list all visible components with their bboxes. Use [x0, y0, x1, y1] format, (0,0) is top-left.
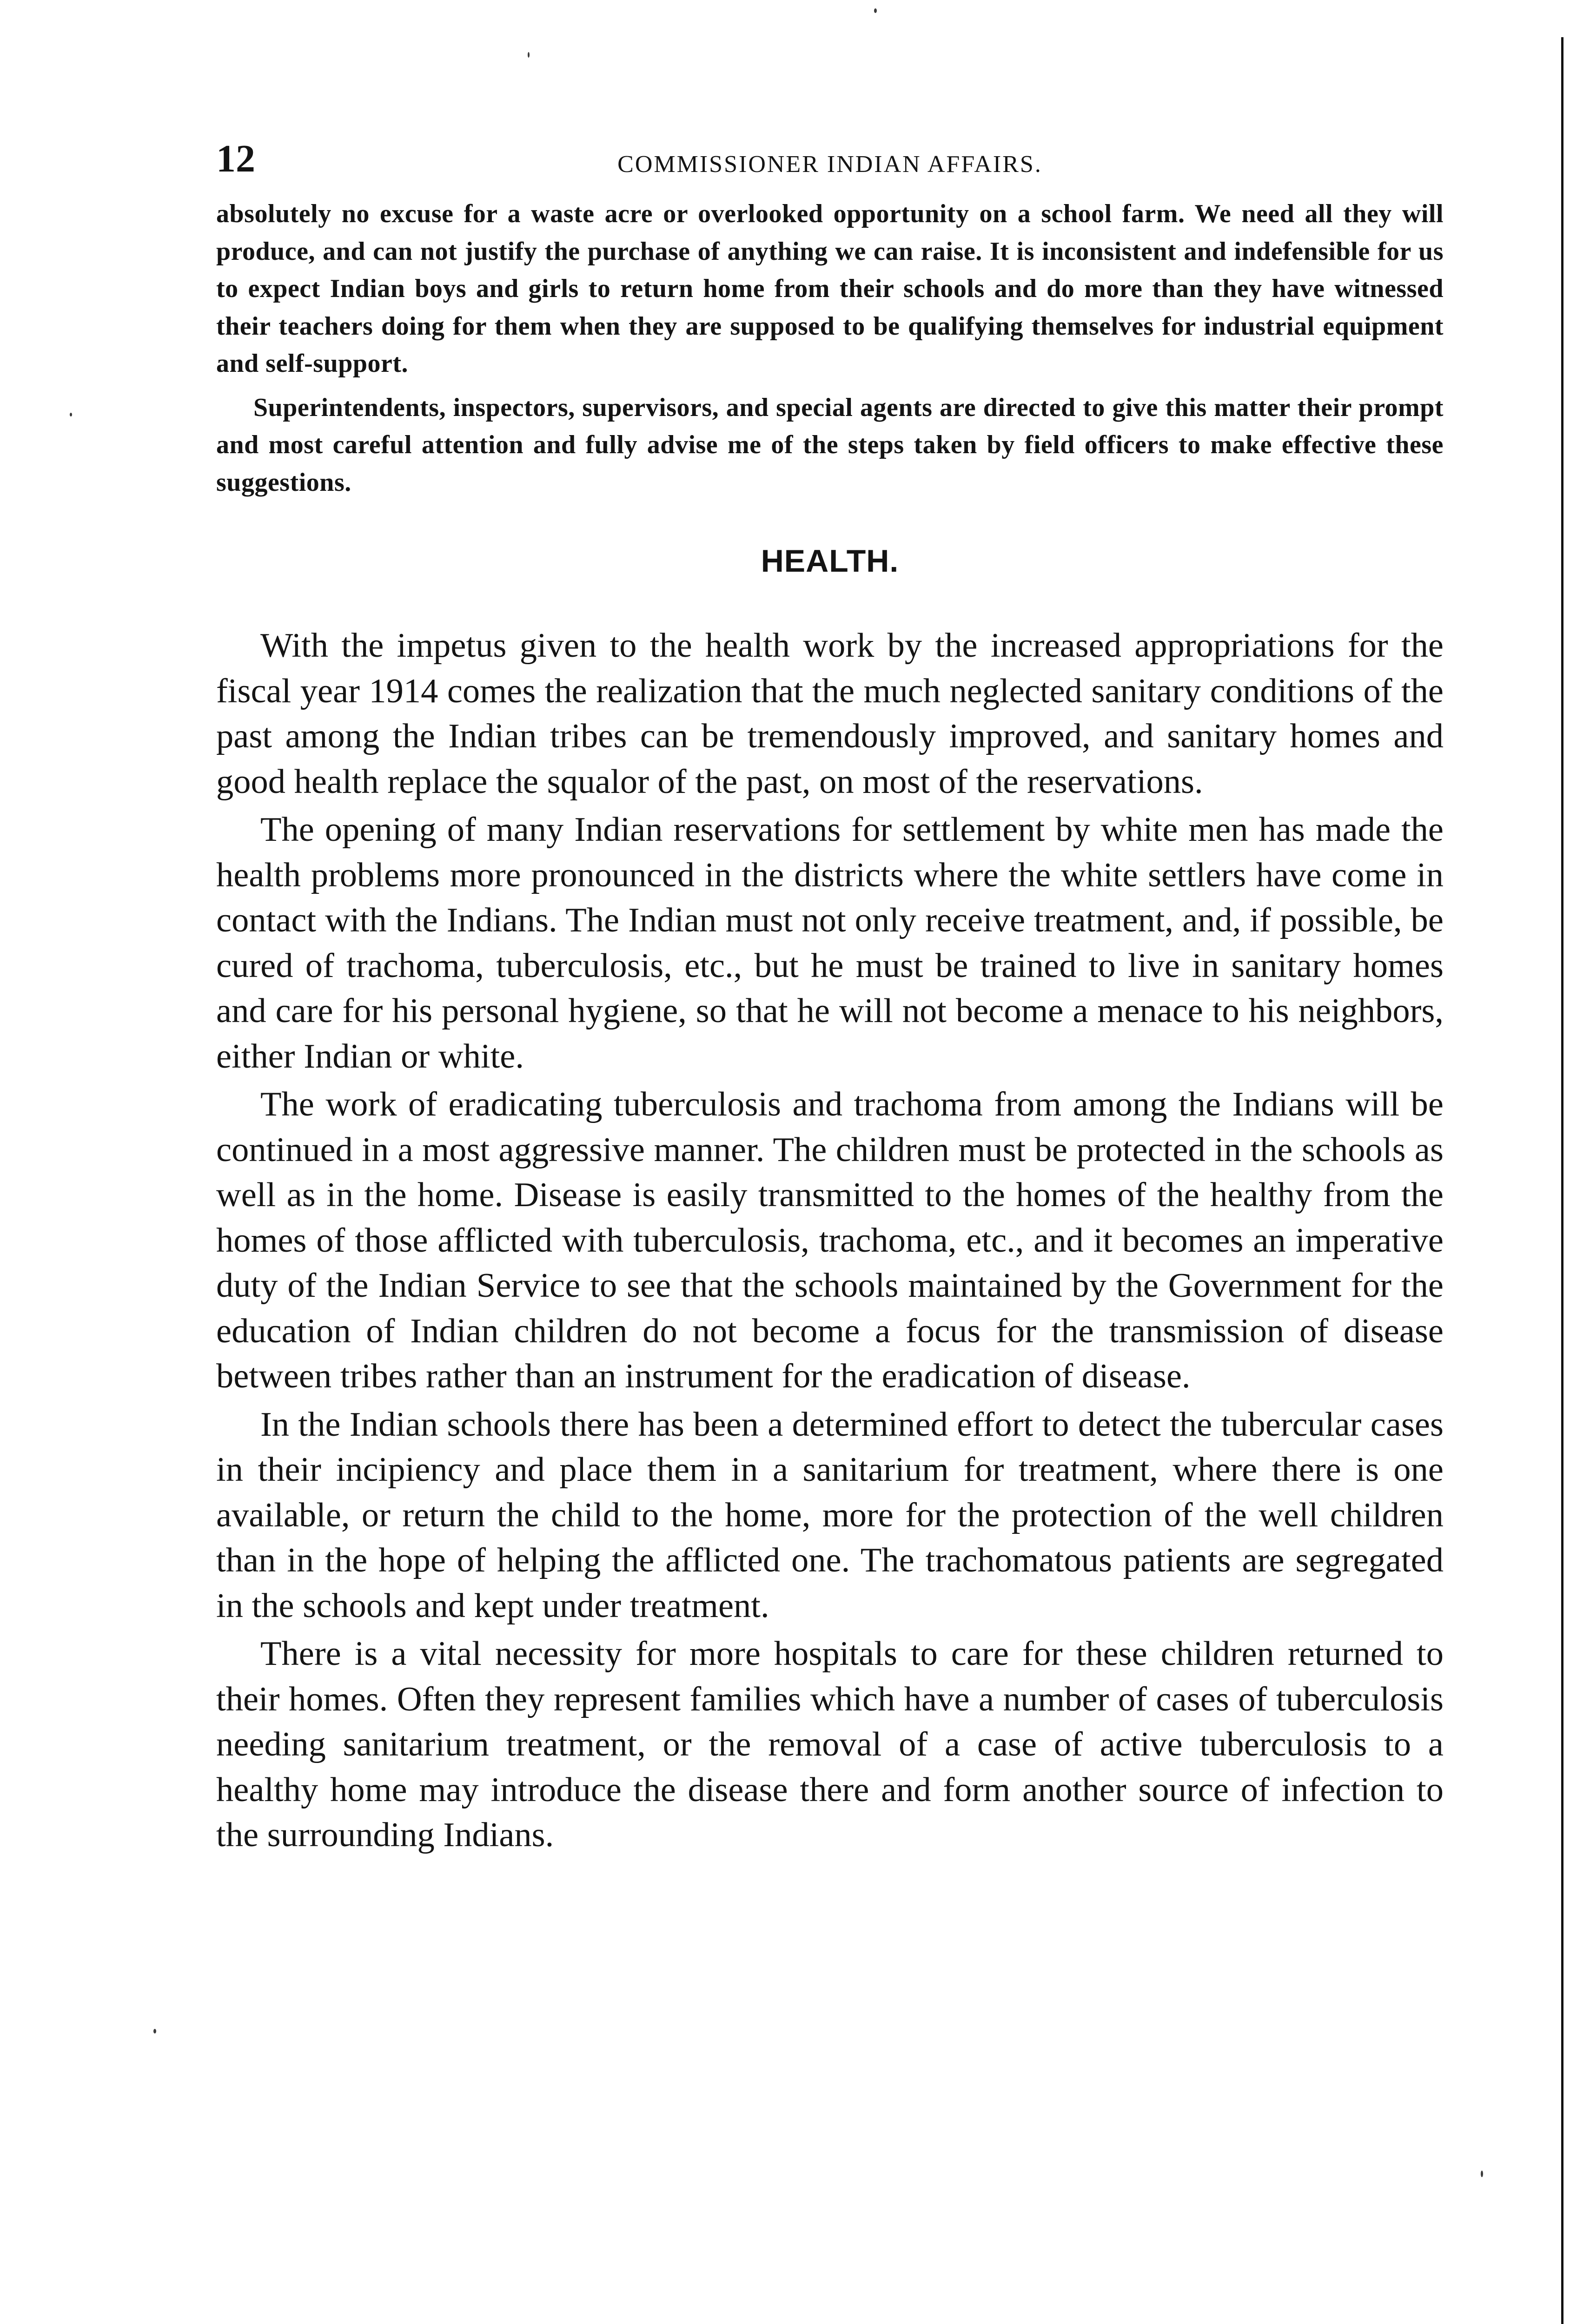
scan-speck — [70, 413, 72, 416]
scan-speck — [874, 8, 877, 13]
page-number: 12 — [216, 137, 255, 180]
running-title: COMMISSIONER INDIAN AFFAIRS. — [617, 151, 1042, 178]
health-paragraph: With the impetus given to the health work by the increased appropriations for the fiscal year 1914 comes the realization that the much neglected sanitary conditions of the past among the Indian tribes can be tremendously improved, and sanitary homes and good health replace the squalor of the past, on most of the reservations. — [216, 627, 1444, 801]
scan-speck — [153, 2029, 156, 2034]
health-paragraph: The opening of many Indian reservations for settlement by white men has made the health problems more pronounced in the districts where the white settlers have come in contact with the Indians. The Indian must not only receive treatment, and, if possible, be cured of trachoma, tuberculosis, etc., but he must be trained to live in sanitary homes and care for his personal hygiene, so that he will not become a menace to his neighbors, either Indian or white. — [216, 811, 1444, 1076]
health-paragraph: There is a vital necessity for more hospitals to care for these children returned to their homes. Often they represent families which have a number of cases of tuberculosis needing sanitarium treatment, or the removal of a case of active tuberculosis to a healthy home may introduce the disease there and form another source of infection to the surrounding Indians. — [216, 1635, 1444, 1854]
intro-paragraph-continued: absolutely no excuse for a waste acre or overlooked opportunity on a school farm. We need all they will produce, and can not justify the purchase of anything we can raise. It is inconsistent and indefensible for us to expect Indian boys and girls to return home from their schools and do more than they have witnessed their teachers doing for them when they are supposed to be qualifying themselves for industrial equipment and self-support. — [216, 199, 1444, 378]
section-heading-health: HEALTH. — [761, 543, 899, 579]
running-head — [216, 139, 1444, 195]
scan-speck — [1481, 2171, 1483, 2177]
scan-right-edge — [1561, 37, 1563, 2324]
text-column — [216, 139, 1444, 1861]
health-paragraph: The work of eradicating tuberculosis and trachoma from among the Indians will be continued in a most aggressive manner. The children must be protected in the schools as well as in the home. Disease is easily transmitted to the homes of the healthy from the homes of those afflicted with tuberculosis, trachoma, etc., and it becomes an imperative duty of the Indian Service to see that the schools maintained by the Government for the education of Indian children do not become a focus for the transmission of disease between tribes rather than an instrument for the eradication of disease. — [216, 1085, 1444, 1395]
health-paragraph: In the Indian schools there has been a determined effort to detect the tubercular cases in their incipiency and place them in a sanitarium for treatment, where there is one available, or return the child to the home, more for the protection of the well children than in the hope of helping the afflicted one. The trachomatous patients are segregated in the schools and kept under treatment. — [216, 1405, 1444, 1625]
scan-speck — [528, 52, 530, 58]
intro-paragraph-directive: Superintendents, inspectors, supervisors, and special agents are directed to give this matter their prompt and most careful attention and fully advise me of the steps taken by field officers to make effective these suggestions. — [216, 393, 1444, 497]
